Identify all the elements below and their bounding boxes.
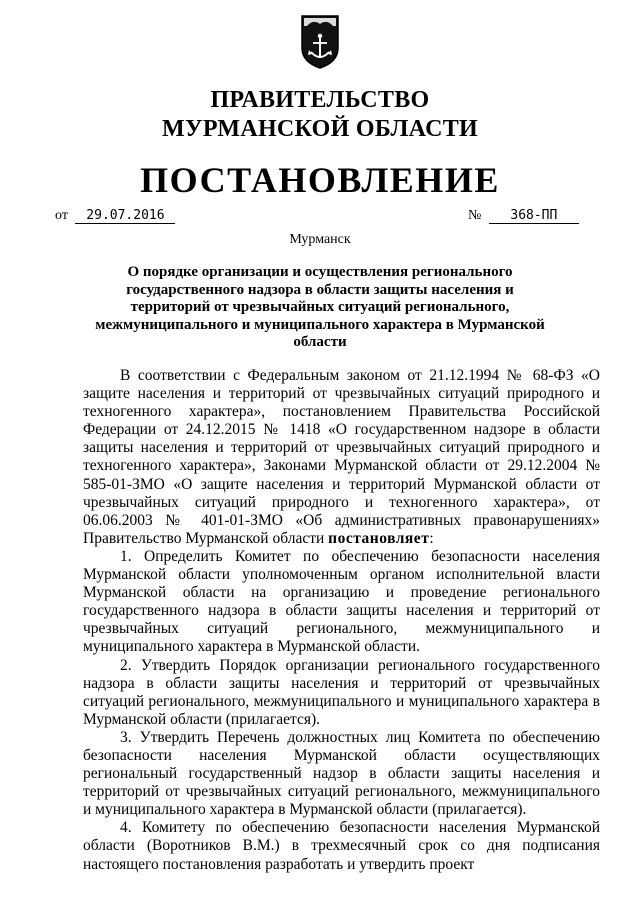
- number-field: [468, 208, 579, 224]
- item-paragraph: 1. Определить Комитет по обеспечению безопасности населения Мурманской области уполномоченным органом исполнительной власти Мурманской области на организацию и проведение регионального государственного надзора в области защиты населения и территорий от чрезвычайных ситуаций регионального, межмуниципального и муниципального характера в Мурманской области.: [83, 547, 600, 656]
- number-prefix: №: [468, 208, 482, 223]
- item-paragraph: 2. Утвердить Порядок организации регионального государственного надзора в области защиты населения и территорий от чрезвычайных ситуаций регионального, межмуниципального и муниципального характера в Мурманской области (прилагается).: [83, 656, 600, 728]
- date-value: 29.07.2016: [75, 208, 175, 224]
- preamble-bold: постановляет: [328, 529, 430, 547]
- date-prefix: от: [55, 208, 68, 223]
- item-paragraph: 3. Утвердить Перечень должностных лиц Комитета по обеспечению безопасности населения Мурманской области осуществляющих региональный государственный надзор в области защиты населения и территорий от чрезвычайных ситуаций регионального, межмуниципального и муниципального характера в Мурманской области (прилагается).: [83, 728, 600, 819]
- org-name-line2: МУРМАНСКОЙ ОБЛАСТИ: [162, 116, 478, 142]
- coat-of-arms-icon: [299, 14, 341, 70]
- document-body: [83, 367, 600, 874]
- document-type: ПОСТАНОВЛЕНИЕ: [140, 160, 500, 200]
- document-title: О порядке организации и осуществления регионального государственного надзора в области защиты населения и территорий от чрезвычайных ситуаций регионального, межмуниципального и муниципального характера в Мурманской области: [95, 264, 545, 350]
- number-value: 368-ПП: [489, 208, 579, 224]
- preamble-end: :: [429, 529, 434, 547]
- item-paragraph: 4. Комитету по обеспечению безопасности населения Мурманской области (Воротников В.М.) в трехмесячный срок со дня подписания настоящего постановления разработать и утвердить проект: [83, 819, 600, 873]
- preamble-paragraph: [83, 367, 600, 548]
- preamble-text: В соответствии с Федеральным законом от 21.12.1994 № 68-ФЗ «О защите населения и территорий от чрезвычайных ситуаций природного и техногенного характера», постановлением Правительства Российской Федерации от 24.12.2015 № 1418 «О государственном надзоре в области защиты населения и территорий от чрезвычайных ситуаций природного и техногенного характера», Законами Мурманской области от 29.12.2004 № 585-01-ЗМО «О защите населения и территорий Мурманской области от чрезвычайных ситуаций природного и техногенного характера», от 06.06.2003 № 401-01-ЗМО «Об административных правонарушениях» Правительство Мурманской области: [83, 367, 600, 547]
- org-name-line1: ПРАВИТЕЛЬСТВО: [210, 87, 430, 113]
- city: Мурманск: [289, 232, 351, 247]
- date-field: [55, 208, 175, 224]
